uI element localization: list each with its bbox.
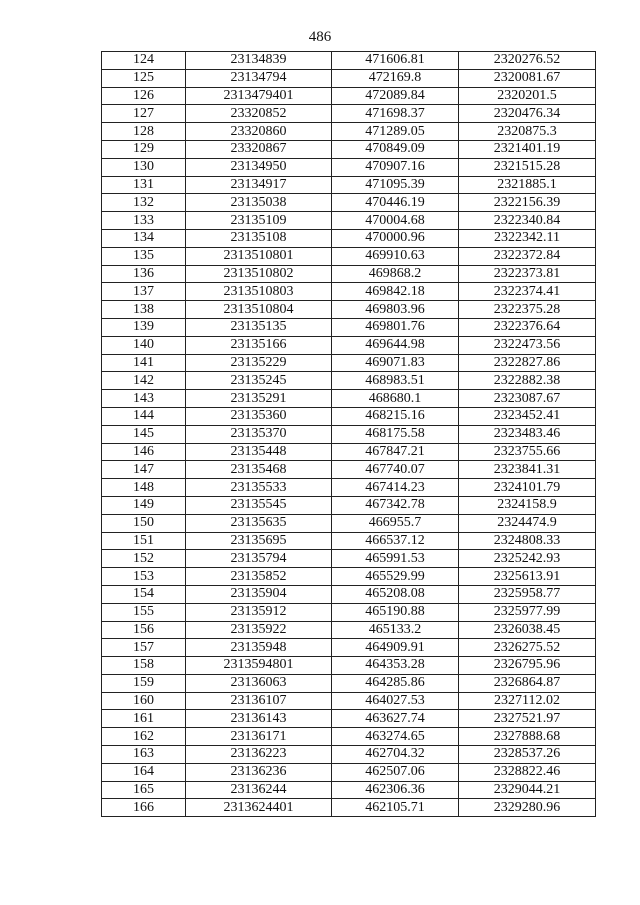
- y-coordinate-cell: 2327112.02: [459, 692, 596, 710]
- x-coordinate-cell: 464353.28: [332, 657, 459, 675]
- point-number-cell: 130: [102, 158, 186, 176]
- y-coordinate-cell: 2323841.31: [459, 461, 596, 479]
- x-coordinate-cell: 472169.8: [332, 69, 459, 87]
- point-number-cell: 142: [102, 372, 186, 390]
- x-coordinate-cell: 469801.76: [332, 318, 459, 336]
- point-number-cell: 154: [102, 585, 186, 603]
- y-coordinate-cell: 2322373.81: [459, 265, 596, 283]
- y-coordinate-cell: 2328822.46: [459, 763, 596, 781]
- table-row: [102, 585, 596, 603]
- point-number-cell: 131: [102, 176, 186, 194]
- y-coordinate-cell: 2322372.84: [459, 247, 596, 265]
- x-coordinate-cell: 470004.68: [332, 212, 459, 230]
- point-id-cell: 23320852: [186, 105, 332, 123]
- x-coordinate-cell: 465991.53: [332, 550, 459, 568]
- point-number-cell: 145: [102, 425, 186, 443]
- x-coordinate-cell: 464027.53: [332, 692, 459, 710]
- point-id-cell: 2313594801: [186, 657, 332, 675]
- table-row: [102, 657, 596, 675]
- point-number-cell: 124: [102, 52, 186, 70]
- table-row: [102, 390, 596, 408]
- point-number-cell: 126: [102, 87, 186, 105]
- point-number-cell: 155: [102, 603, 186, 621]
- point-id-cell: 23134794: [186, 69, 332, 87]
- table-row: [102, 674, 596, 692]
- y-coordinate-cell: 2320875.3: [459, 123, 596, 141]
- x-coordinate-cell: 462507.06: [332, 763, 459, 781]
- table-row: [102, 568, 596, 586]
- point-id-cell: 2313510802: [186, 265, 332, 283]
- y-coordinate-cell: 2323755.66: [459, 443, 596, 461]
- table-row: [102, 710, 596, 728]
- point-id-cell: 23136063: [186, 674, 332, 692]
- y-coordinate-cell: 2323483.46: [459, 425, 596, 443]
- y-coordinate-cell: 2322340.84: [459, 212, 596, 230]
- table-row: [102, 372, 596, 390]
- point-number-cell: 162: [102, 728, 186, 746]
- point-id-cell: 23135904: [186, 585, 332, 603]
- point-id-cell: 23136244: [186, 781, 332, 799]
- table-row: [102, 158, 596, 176]
- point-id-cell: 2313479401: [186, 87, 332, 105]
- x-coordinate-cell: 467740.07: [332, 461, 459, 479]
- table-row: [102, 407, 596, 425]
- y-coordinate-cell: 2325242.93: [459, 550, 596, 568]
- point-id-cell: 23135109: [186, 212, 332, 230]
- x-coordinate-cell: 462105.71: [332, 799, 459, 817]
- table-row: [102, 247, 596, 265]
- x-coordinate-cell: 466537.12: [332, 532, 459, 550]
- table-row: [102, 479, 596, 497]
- y-coordinate-cell: 2320276.52: [459, 52, 596, 70]
- x-coordinate-cell: 462306.36: [332, 781, 459, 799]
- point-id-cell: 23135108: [186, 229, 332, 247]
- x-coordinate-cell: 467847.21: [332, 443, 459, 461]
- point-id-cell: 23136107: [186, 692, 332, 710]
- point-id-cell: 23135794: [186, 550, 332, 568]
- x-coordinate-cell: 468215.16: [332, 407, 459, 425]
- y-coordinate-cell: 2326864.87: [459, 674, 596, 692]
- y-coordinate-cell: 2326038.45: [459, 621, 596, 639]
- point-number-cell: 129: [102, 140, 186, 158]
- point-number-cell: 165: [102, 781, 186, 799]
- point-id-cell: 23135948: [186, 639, 332, 657]
- point-id-cell: 23135245: [186, 372, 332, 390]
- x-coordinate-cell: 465208.08: [332, 585, 459, 603]
- point-number-cell: 166: [102, 799, 186, 817]
- x-coordinate-cell: 469868.2: [332, 265, 459, 283]
- y-coordinate-cell: 2320476.34: [459, 105, 596, 123]
- x-coordinate-cell: 471606.81: [332, 52, 459, 70]
- table-row: [102, 496, 596, 514]
- y-coordinate-cell: 2325977.99: [459, 603, 596, 621]
- point-number-cell: 151: [102, 532, 186, 550]
- point-number-cell: 161: [102, 710, 186, 728]
- point-id-cell: 23135370: [186, 425, 332, 443]
- table-row: [102, 639, 596, 657]
- table-row: [102, 763, 596, 781]
- point-number-cell: 157: [102, 639, 186, 657]
- point-number-cell: 127: [102, 105, 186, 123]
- point-number-cell: 134: [102, 229, 186, 247]
- point-id-cell: 23135468: [186, 461, 332, 479]
- point-id-cell: 23135695: [186, 532, 332, 550]
- table-row: [102, 692, 596, 710]
- point-id-cell: 23135135: [186, 318, 332, 336]
- y-coordinate-cell: 2322882.38: [459, 372, 596, 390]
- x-coordinate-cell: 464909.91: [332, 639, 459, 657]
- point-id-cell: 23136223: [186, 746, 332, 764]
- y-coordinate-cell: 2322473.56: [459, 336, 596, 354]
- point-id-cell: 23135922: [186, 621, 332, 639]
- table-row: [102, 283, 596, 301]
- point-id-cell: 23136171: [186, 728, 332, 746]
- table-row: [102, 123, 596, 141]
- y-coordinate-cell: 2320201.5: [459, 87, 596, 105]
- point-id-cell: 2313510803: [186, 283, 332, 301]
- table-row: [102, 212, 596, 230]
- point-id-cell: 23134917: [186, 176, 332, 194]
- y-coordinate-cell: 2322374.41: [459, 283, 596, 301]
- point-id-cell: 23320867: [186, 140, 332, 158]
- x-coordinate-cell: 467342.78: [332, 496, 459, 514]
- point-number-cell: 156: [102, 621, 186, 639]
- point-number-cell: 164: [102, 763, 186, 781]
- x-coordinate-cell: 466955.7: [332, 514, 459, 532]
- point-number-cell: 139: [102, 318, 186, 336]
- y-coordinate-cell: 2327888.68: [459, 728, 596, 746]
- table-row: [102, 781, 596, 799]
- point-number-cell: 133: [102, 212, 186, 230]
- x-coordinate-cell: 472089.84: [332, 87, 459, 105]
- point-number-cell: 149: [102, 496, 186, 514]
- table-row: [102, 229, 596, 247]
- x-coordinate-cell: 468983.51: [332, 372, 459, 390]
- point-id-cell: 23135545: [186, 496, 332, 514]
- point-number-cell: 143: [102, 390, 186, 408]
- point-id-cell: 23136236: [186, 763, 332, 781]
- point-number-cell: 144: [102, 407, 186, 425]
- y-coordinate-cell: 2326275.52: [459, 639, 596, 657]
- x-coordinate-cell: 470446.19: [332, 194, 459, 212]
- table-row: [102, 550, 596, 568]
- y-coordinate-cell: 2323087.67: [459, 390, 596, 408]
- point-id-cell: 23135635: [186, 514, 332, 532]
- x-coordinate-cell: 463274.65: [332, 728, 459, 746]
- point-id-cell: 23135291: [186, 390, 332, 408]
- x-coordinate-cell: 463627.74: [332, 710, 459, 728]
- table-row: [102, 746, 596, 764]
- point-number-cell: 160: [102, 692, 186, 710]
- point-number-cell: 132: [102, 194, 186, 212]
- x-coordinate-cell: 465190.88: [332, 603, 459, 621]
- table-row: [102, 603, 596, 621]
- x-coordinate-cell: 471289.05: [332, 123, 459, 141]
- y-coordinate-cell: 2322156.39: [459, 194, 596, 212]
- point-id-cell: 23320860: [186, 123, 332, 141]
- point-id-cell: 23135360: [186, 407, 332, 425]
- point-id-cell: 2313510804: [186, 301, 332, 319]
- point-id-cell: 2313624401: [186, 799, 332, 817]
- point-number-cell: 138: [102, 301, 186, 319]
- x-coordinate-cell: 464285.86: [332, 674, 459, 692]
- y-coordinate-cell: 2321515.28: [459, 158, 596, 176]
- y-coordinate-cell: 2322375.28: [459, 301, 596, 319]
- y-coordinate-cell: 2321401.19: [459, 140, 596, 158]
- x-coordinate-cell: 470849.09: [332, 140, 459, 158]
- table-row: [102, 69, 596, 87]
- x-coordinate-cell: 465133.2: [332, 621, 459, 639]
- coordinates-table: [101, 51, 596, 817]
- point-number-cell: 152: [102, 550, 186, 568]
- table-row: [102, 176, 596, 194]
- table-row: [102, 318, 596, 336]
- point-id-cell: 23135229: [186, 354, 332, 372]
- table-row: [102, 799, 596, 817]
- table-row: [102, 728, 596, 746]
- point-number-cell: 150: [102, 514, 186, 532]
- point-number-cell: 140: [102, 336, 186, 354]
- table-row: [102, 105, 596, 123]
- point-number-cell: 136: [102, 265, 186, 283]
- table-row: [102, 461, 596, 479]
- table-row: [102, 265, 596, 283]
- x-coordinate-cell: 471698.37: [332, 105, 459, 123]
- x-coordinate-cell: 462704.32: [332, 746, 459, 764]
- table-row: [102, 443, 596, 461]
- point-number-cell: 153: [102, 568, 186, 586]
- y-coordinate-cell: 2320081.67: [459, 69, 596, 87]
- table-row: [102, 301, 596, 319]
- x-coordinate-cell: 471095.39: [332, 176, 459, 194]
- x-coordinate-cell: 469910.63: [332, 247, 459, 265]
- point-number-cell: 146: [102, 443, 186, 461]
- y-coordinate-cell: 2324808.33: [459, 532, 596, 550]
- table-body: [102, 52, 596, 817]
- x-coordinate-cell: 468680.1: [332, 390, 459, 408]
- point-number-cell: 125: [102, 69, 186, 87]
- x-coordinate-cell: 469071.83: [332, 354, 459, 372]
- point-number-cell: 158: [102, 657, 186, 675]
- point-id-cell: 23135448: [186, 443, 332, 461]
- point-id-cell: 23135533: [186, 479, 332, 497]
- table-row: [102, 532, 596, 550]
- table-row: [102, 425, 596, 443]
- point-id-cell: 23135852: [186, 568, 332, 586]
- point-id-cell: 23135166: [186, 336, 332, 354]
- table-row: [102, 52, 596, 70]
- x-coordinate-cell: 469842.18: [332, 283, 459, 301]
- x-coordinate-cell: 468175.58: [332, 425, 459, 443]
- point-id-cell: 23134839: [186, 52, 332, 70]
- x-coordinate-cell: 465529.99: [332, 568, 459, 586]
- y-coordinate-cell: 2325613.91: [459, 568, 596, 586]
- y-coordinate-cell: 2328537.26: [459, 746, 596, 764]
- point-number-cell: 148: [102, 479, 186, 497]
- y-coordinate-cell: 2322376.64: [459, 318, 596, 336]
- table-row: [102, 514, 596, 532]
- y-coordinate-cell: 2324158.9: [459, 496, 596, 514]
- x-coordinate-cell: 469803.96: [332, 301, 459, 319]
- y-coordinate-cell: 2327521.97: [459, 710, 596, 728]
- point-number-cell: 159: [102, 674, 186, 692]
- y-coordinate-cell: 2329280.96: [459, 799, 596, 817]
- table-row: [102, 194, 596, 212]
- point-id-cell: 23135038: [186, 194, 332, 212]
- table-row: [102, 621, 596, 639]
- y-coordinate-cell: 2322827.86: [459, 354, 596, 372]
- point-number-cell: 163: [102, 746, 186, 764]
- y-coordinate-cell: 2324474.9: [459, 514, 596, 532]
- point-id-cell: 23135912: [186, 603, 332, 621]
- table-row: [102, 336, 596, 354]
- point-number-cell: 141: [102, 354, 186, 372]
- y-coordinate-cell: 2322342.11: [459, 229, 596, 247]
- x-coordinate-cell: 469644.98: [332, 336, 459, 354]
- point-number-cell: 135: [102, 247, 186, 265]
- y-coordinate-cell: 2329044.21: [459, 781, 596, 799]
- point-id-cell: 23136143: [186, 710, 332, 728]
- x-coordinate-cell: 470907.16: [332, 158, 459, 176]
- point-id-cell: 2313510801: [186, 247, 332, 265]
- x-coordinate-cell: 470000.96: [332, 229, 459, 247]
- y-coordinate-cell: 2323452.41: [459, 407, 596, 425]
- page-number: 486: [308, 29, 332, 45]
- point-id-cell: 23134950: [186, 158, 332, 176]
- x-coordinate-cell: 467414.23: [332, 479, 459, 497]
- point-number-cell: 128: [102, 123, 186, 141]
- coordinates-table-container: [101, 51, 595, 817]
- y-coordinate-cell: 2321885.1: [459, 176, 596, 194]
- y-coordinate-cell: 2325958.77: [459, 585, 596, 603]
- y-coordinate-cell: 2324101.79: [459, 479, 596, 497]
- point-number-cell: 147: [102, 461, 186, 479]
- table-row: [102, 140, 596, 158]
- point-number-cell: 137: [102, 283, 186, 301]
- y-coordinate-cell: 2326795.96: [459, 657, 596, 675]
- table-row: [102, 87, 596, 105]
- table-row: [102, 354, 596, 372]
